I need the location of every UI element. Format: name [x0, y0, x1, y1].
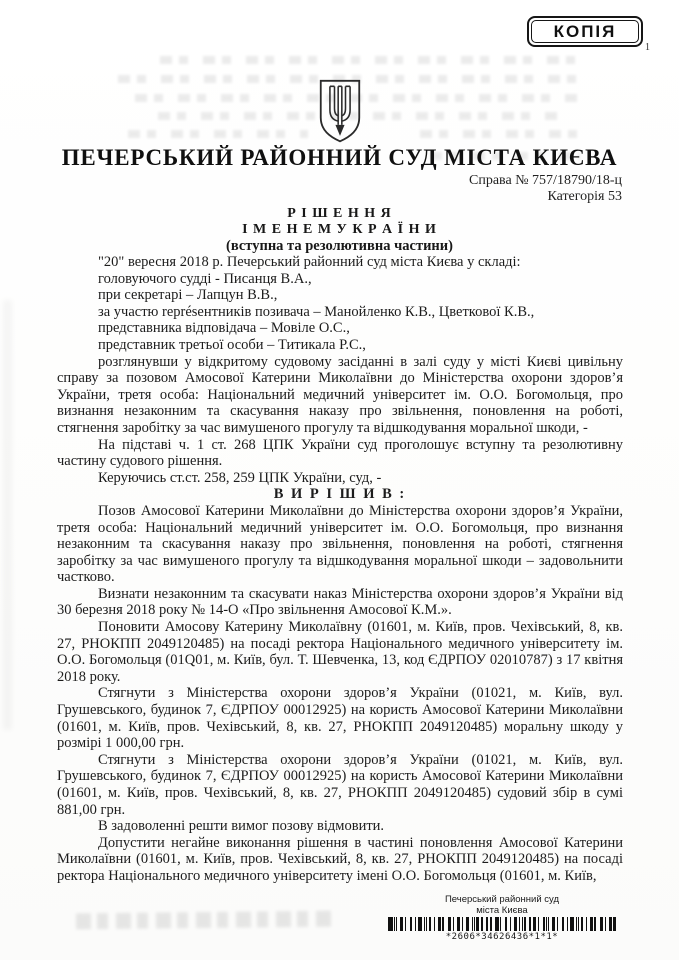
decision-paragraph: Допустити негайне виконання рішення в частині поновлення Амосової Катерини Миколаївни (01601, м. Київ, пров. Чехівський, 8, кв. 27, РНОКПП 2049120485) на посаді ректора Національного медичного університету імені О.О. Богомольця (01601, м. Київ,: [57, 834, 623, 884]
decision-paragraph: Стягнути з Міністерства охорони здоров’я України (01021, м. Київ, вул. Грушевського, будинок 7, ЄДРПОУ 00012925) на користь Амосової Катерини Миколаївни (01601, м. Київ, пров. Чехівський, 8, кв. 27, РНОКПП 2049120485) судовий збір в сумі 881,00 грн.: [57, 751, 623, 818]
copy-stamp-label: КОПІЯ: [553, 21, 617, 41]
court-registration-barcode-block: [388, 895, 616, 942]
court-name-title: ПЕЧЕРСЬКИЙ РАЙОННИЙ СУД МІСТА КИЄВА: [61, 145, 618, 170]
composition-line: головуючого судді - Писанця В.А.,: [98, 270, 312, 287]
date-line: "20" вересня 2018 р. Печерський районний суд міста Києва у складі:: [98, 254, 521, 270]
case-category: Категорія 53: [547, 189, 622, 204]
scan-bleed-artifact: [128, 130, 308, 138]
barcode-number: *2606*34626436*1*1*: [445, 932, 559, 942]
scan-bleed-artifact: [420, 130, 590, 138]
decision-body: [57, 254, 623, 885]
decision-paragraph: Стягнути з Міністерства охорони здоров’я України (01021, м. Київ, вул. Грушевського, будинок 7, ЄДРПОУ 00012925) на користь Амосової Катерини Миколаївни (01601, м. Київ, пров. Чехівський, 8, кв. 27, РНОКПП 2049120485) моральну шкоду у розмірі 1 000,00 грн.: [57, 685, 623, 752]
decision-paragraph: Визнати незаконним та скасувати наказ Міністерства охорони здоров’я України від 30 березня 2018 року № 14-О «Про звільнення Амосової К.М.».: [57, 585, 623, 619]
faint-illegible-stamp: [76, 911, 332, 930]
body-paragraph: Керуючись ст.ст. 258, 259 ЦПК України, суд, -: [98, 469, 382, 486]
barcode: [388, 917, 616, 931]
decided-heading: В И Р І Ш И В :: [273, 486, 407, 503]
decision-paragraph: Поновити Амосову Катерину Миколаївну (01601, м. Київ, пров. Чехівський, 8, кв. 27, РНОКПП 2049120485) на посаді ректора Національного медичного університету ім. О.О. Богомольця (01Q01, м. Київ, бул. Т. Шевченка, 13, код ЄДРПОУ 02010787) з 17 квітня 2018 року.: [57, 619, 623, 685]
in-the-name-of-ukraine-title: І М Е Н Е М У К Р А Ї Н И: [242, 221, 437, 237]
barcode-court-name: Печерський районний суд: [444, 894, 560, 905]
ukraine-trident-emblem-icon: [317, 79, 363, 150]
decision-paragraph: В задоволенні решти вимог позову відмовити.: [98, 818, 385, 835]
parts-note: (вступна та резолютивна частини): [226, 238, 453, 254]
composition-line: при секретарі – Лапцун В.В.,: [98, 287, 278, 304]
case-number: Справа № 757/18790/18-ц: [469, 173, 622, 188]
scan-edge-smudge: [3, 300, 12, 730]
document-heading: [0, 206, 679, 254]
body-paragraph: На підставі ч. 1 ст. 268 ЦПК України суд проголошує вступну та резолютивну частину судового рішення.: [57, 436, 623, 470]
composition-line: представник третьої особи – Титикала Р.С.,: [98, 336, 366, 353]
decision-paragraph: Позов Амосової Катерини Миколаївни до Міністерства охорони здоров’я України, третя особа: Національний медичний університет ім. О.О. Богомольця, про визнання незаконним та скасування наказу про звільнення, поновлення на роботі, стягнення заробітку за час вимушеного прогулу та відшкодування моральної шкоди – задовольнити частково.: [57, 502, 623, 586]
barcode-court-city: міста Києва: [476, 904, 528, 916]
scan-bleed-artifact: [160, 56, 580, 64]
composition-line: представника відповідача – Мовіле О.С.,: [98, 320, 350, 337]
case-info-block: [469, 173, 622, 205]
page-number: 1: [645, 42, 650, 53]
composition-line: за участю représентників позивача – Манойленко К.В., Цветкової К.В.,: [98, 303, 535, 320]
copy-stamp: [527, 16, 643, 47]
decision-title: Р І Ш Е Н Н Я: [287, 206, 392, 221]
body-paragraph: розглянувши у відкритому судовому засіданні в залі суду у місті Києві цивільну справу за позовом Амосової Катерини Миколаївни до Міністерства охорони здоров’я України, третя особа: Національний медичний університет ім. О.О. Богомольця, про визнання незаконним та скасування наказу про звільнення, поновлення на роботі, стягнення заробітку за час вимушеного прогулу та відшкодування моральної шкоди, -: [57, 353, 623, 436]
